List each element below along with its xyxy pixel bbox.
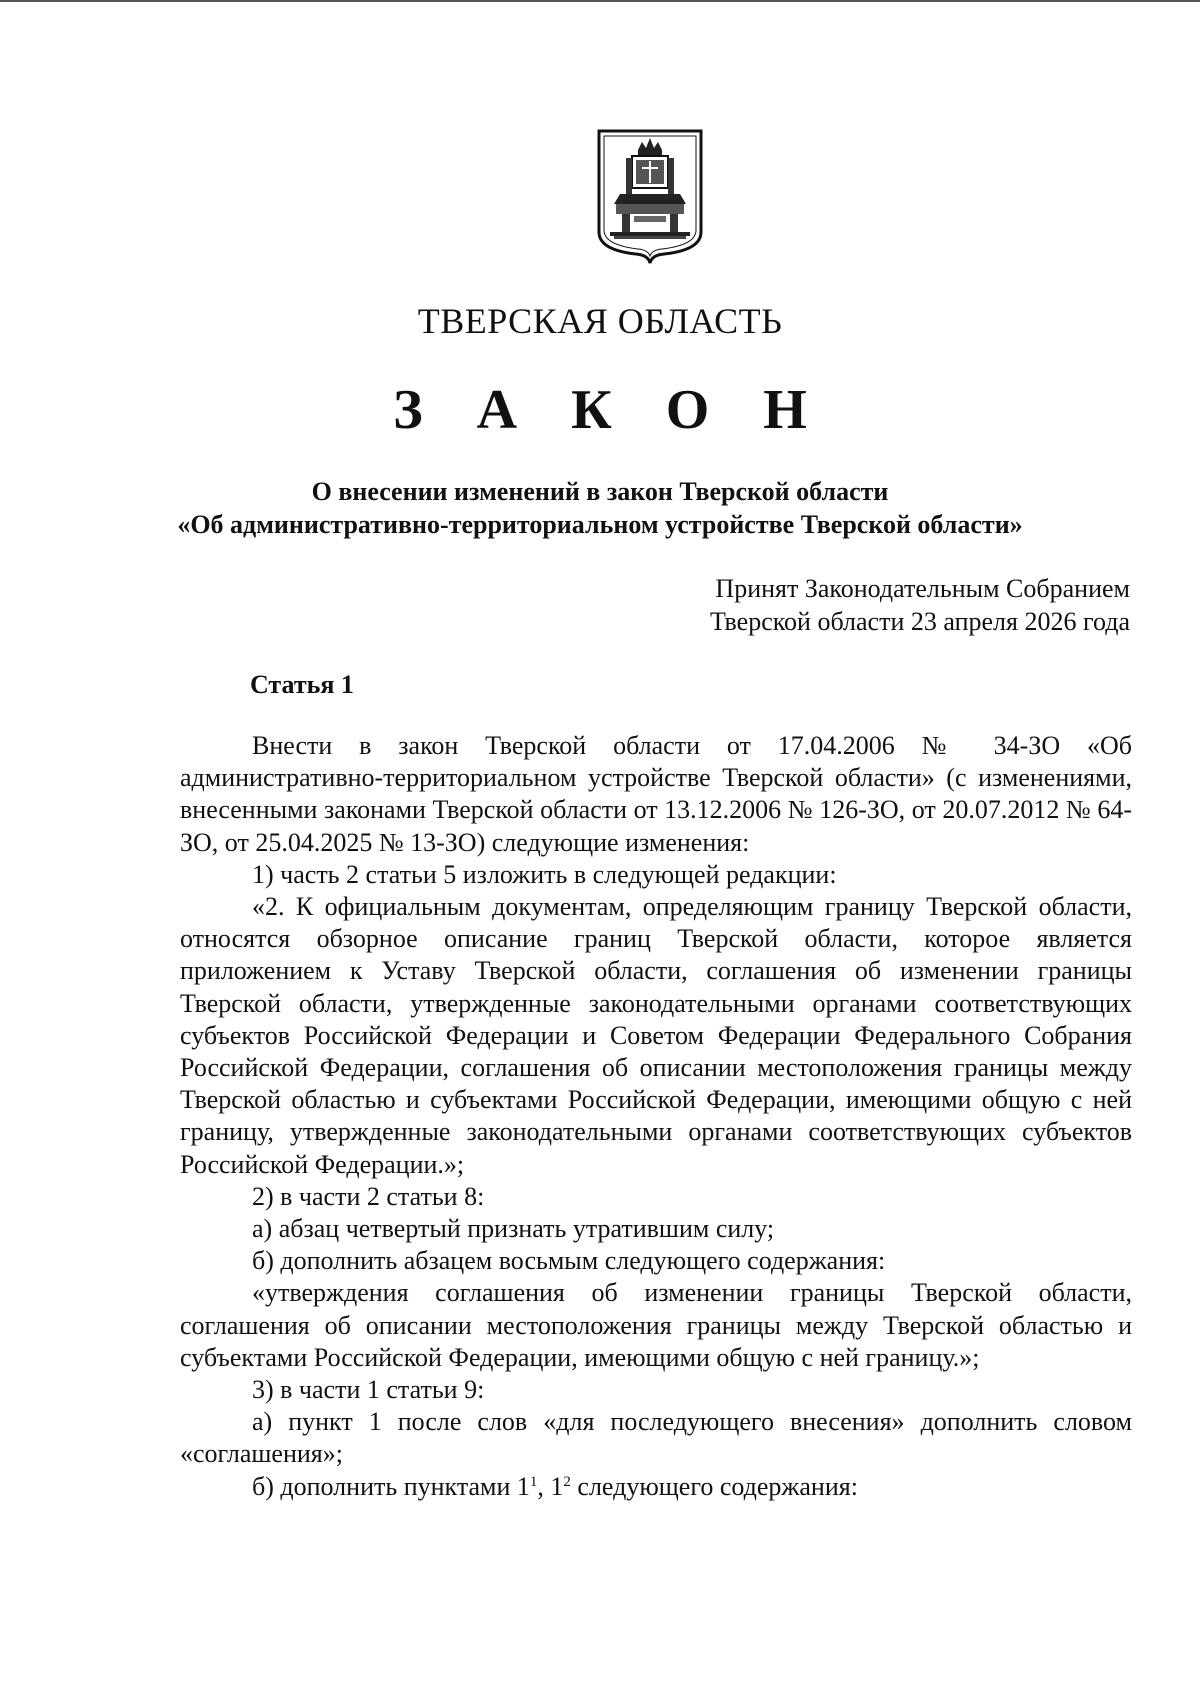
article-heading: Статья 1 <box>250 670 354 699</box>
paragraph-quote-part-2: «2. К официальным документам, определяющим границу Тверской области, относятся обзорное описание границ Тверской области, которое является приложением к Уставу Тверской области, соглашения об изменении границы Тверской области, утвержденные законодательными органами соответствующих субъектов Российской Федерации и Советом Федерации Федерального Собрания Российской Федерации, соглашения об описании местоположения границы между Тверской областью и субъектами Российской Федерации, имеющими общую с ней границу, утвержденные законодательными органами соответствующих субъектов Российской Федерации.»; <box>180 892 1132 1179</box>
paragraph-intro: Внести в закон Тверской области от 17.04.2006 № 34-ЗО «Об административно-территориальном устройстве Тверской области» (с изменениями, внесенными законами Тверской области от 13.12.2006 № 126-ЗО, от 20.07.2012 № 64-ЗО, от 25.04.2025 № 13-ЗО) следующие изменения: <box>180 731 1132 857</box>
superscript-1: 1 <box>529 1473 538 1490</box>
law-title-line-1: О внесении изменений в закон Тверской области <box>311 477 889 506</box>
item-3b-suffix: следующего содержания: <box>570 1471 858 1501</box>
item-3b-separator: , 1 <box>537 1471 564 1501</box>
article-body <box>180 730 1132 1503</box>
superscript-2: 2 <box>563 1473 571 1490</box>
paragraph-item-3a: а) пункт 1 после слов «для последующего внесения» дополнить словом «соглашения»; <box>180 1407 1132 1469</box>
paragraph-item-2: 2) в части 2 статьи 8: <box>252 1181 485 1211</box>
document-type-heading: З А К О Н <box>393 379 827 441</box>
paragraph-quote-paragraph-8: «утверждения соглашения об изменении границы Тверской области, соглашения об описании местоположения границы между Тверской областью и субъектами Российской Федерации, имеющими общую с ней границу.»; <box>180 1278 1132 1372</box>
paragraph-item-3: 3) в части 1 статьи 9: <box>252 1375 485 1405</box>
region-name: ТВЕРСКАЯ ОБЛАСТЬ <box>417 301 783 341</box>
law-title <box>100 475 1100 541</box>
item-3b-prefix: б) дополнить пунктами 1 <box>252 1471 530 1501</box>
paragraph-item-1: 1) часть 2 статьи 5 изложить в следующей редакции: <box>252 859 837 889</box>
law-title-line-2: «Об административно-территориальном устройстве Тверской области» <box>177 510 1023 539</box>
tver-coat-of-arms-emblem <box>596 128 704 264</box>
scan-edge-line <box>0 0 1200 2</box>
paragraph-item-2b: б) дополнить абзацем восьмым следующего содержания: <box>252 1246 886 1276</box>
paragraph-item-2a: а) абзац четвертый признать утратившим силу; <box>252 1214 775 1244</box>
adoption-note-line-2: Тверской области 23 апреля 2026 года <box>709 607 1130 636</box>
paragraph-item-3b <box>180 1471 1132 1503</box>
adoption-note <box>710 572 1130 638</box>
adoption-note-line-1: Принят Законодательным Собранием <box>715 574 1130 603</box>
